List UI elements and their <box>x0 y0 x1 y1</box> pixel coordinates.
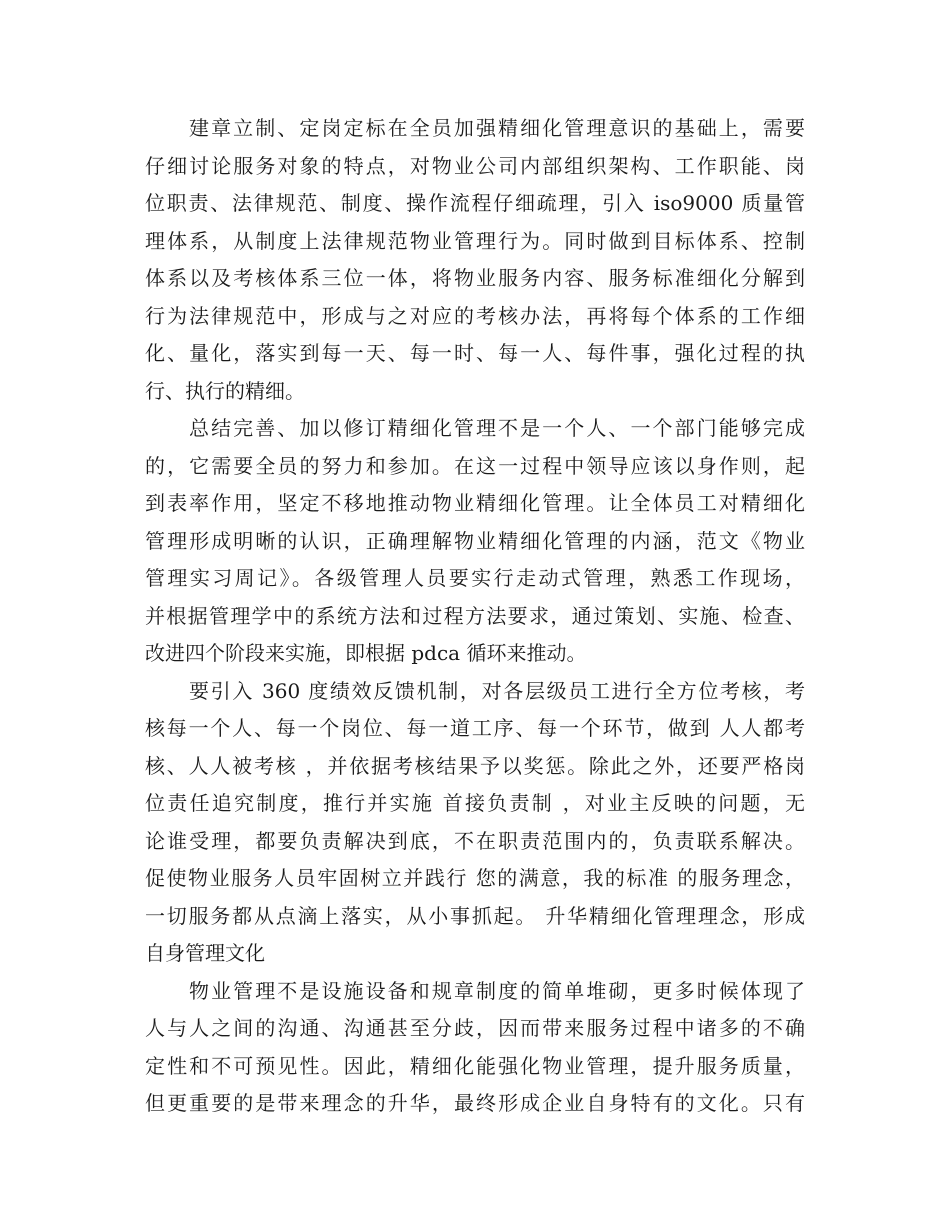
text-line: 但更重要的是带来理念的升华，最终形成企业自身特有的文化。只有 <box>145 1091 805 1115</box>
text-line: 总结完善、加以修订精细化管理不是一个人、一个部门能够完成 <box>189 416 805 440</box>
text-line: 行、执行的精细。 <box>145 378 305 403</box>
text-line: 自身管理文化 <box>145 941 265 965</box>
text-line: 核每一个人、每一个岗位、每一道工序、每一个环节，做到 人人都考 <box>145 716 805 740</box>
paragraph-1 <box>145 110 805 410</box>
text-line: 定性和不可预见性。因此，精细化能强化物业管理，提升服务质量， <box>145 1053 805 1078</box>
text-line: 核、人人被考核 ，并依据考核结果予以奖惩。除此之外，还要严格岗 <box>145 753 805 778</box>
text-line: 到表率作用，坚定不移地推动物业精细化管理。让全体员工对精细化 <box>145 491 805 515</box>
text-line: 的，它需要全员的努力和参加。在这一过程中领导应该以身作则，起 <box>145 453 805 478</box>
text-line: 人与人之间的沟通、沟通甚至分歧，因而带来服务过程中诸多的不确 <box>145 1016 805 1040</box>
paragraph-2 <box>145 410 805 673</box>
text-line: 物业管理不是设施设备和规章制度的简单堆砌，更多时候体现了 <box>189 978 805 1003</box>
paragraph-4 <box>145 973 805 1123</box>
text-line: 要引入 360 度绩效反馈机制，对各层级员工进行全方位考核，考 <box>189 678 805 703</box>
text-line: 位职责、法律规范、制度、操作流程仔细疏理，引入 iso9000 质量管 <box>145 191 805 215</box>
text-line: 行为法律规范中，形成与之对应的考核办法，再将每个体系的工作细 <box>145 303 805 328</box>
text-line: 体系以及考核体系三位一体，将物业服务内容、服务标准细化分解到 <box>145 266 805 290</box>
text-line: 管理实习周记》。各级管理人员要实行走动式管理，熟悉工作现场， <box>145 566 805 590</box>
document-body <box>145 110 805 1123</box>
text-line: 仔细讨论服务对象的特点，对物业公司内部组织架构、工作职能、岗 <box>145 153 805 178</box>
text-line: 化、量化，落实到每一天、每一时、每一人、每件事，强化过程的执 <box>145 341 805 365</box>
text-line: 位责任追究制度，推行并实施 首接负责制 ，对业主反映的问题，无 <box>145 791 805 815</box>
paragraph-3 <box>145 673 805 973</box>
text-line: 一切服务都从点滴上落实，从小事抓起。 升华精细化管理理念，形成 <box>145 903 805 928</box>
text-line: 理体系，从制度上法律规范物业管理行为。同时做到目标体系、控制 <box>145 228 805 253</box>
text-line: 并根据管理学中的系统方法和过程方法要求，通过策划、实施、检查、 <box>145 603 805 628</box>
text-line: 建章立制、定岗定标在全员加强精细化管理意识的基础上，需要 <box>189 116 805 140</box>
text-line: 管理形成明晰的认识，正确理解物业精细化管理的内涵，范文《物业 <box>145 528 805 553</box>
text-line: 论谁受理，都要负责解决到底，不在职责范围内的，负责联系解决。 <box>145 828 805 853</box>
text-line: 促使物业服务人员牢固树立并践行 您的满意，我的标准 的服务理念， <box>145 866 805 890</box>
text-line: 改进四个阶段来实施，即根据 pdca 循环来推动。 <box>145 641 587 665</box>
